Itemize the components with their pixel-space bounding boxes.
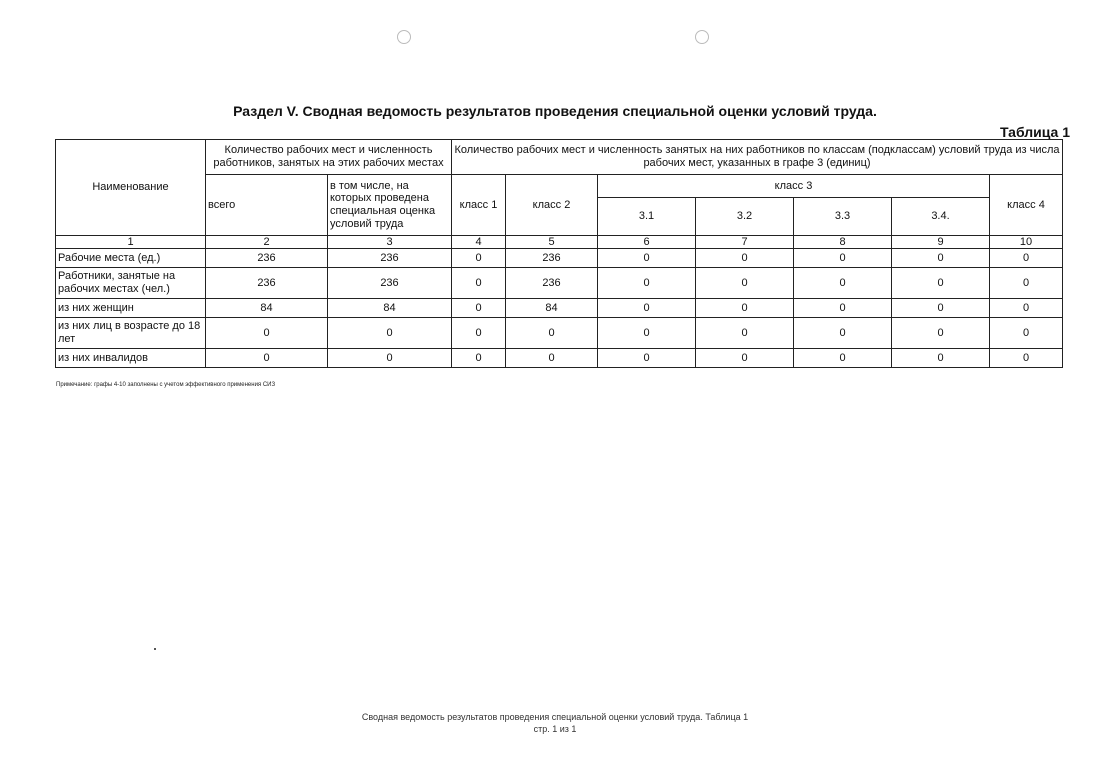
row-label: из них женщин — [56, 299, 206, 318]
table-note: Примечание: графы 4-10 заполнены с учетом эффективного применения СИЗ — [56, 382, 276, 388]
column-number: 1 — [56, 236, 206, 249]
header-sub-3-4: 3.4. — [892, 198, 990, 236]
table-cell: 0 — [598, 318, 696, 349]
table-cell: 236 — [206, 268, 328, 299]
table-cell: 84 — [328, 299, 452, 318]
table-cell: 0 — [990, 349, 1063, 368]
table-cell: 0 — [794, 349, 892, 368]
scan-speck — [154, 648, 156, 650]
table-cell: 236 — [328, 268, 452, 299]
header-class1: класс 1 — [452, 175, 506, 236]
table-cell: 0 — [892, 318, 990, 349]
header-sub-3-1: 3.1 — [598, 198, 696, 236]
table-cell: 236 — [506, 249, 598, 268]
header-assessed: в том числе, на которых проведена специальная оценка условий труда — [328, 175, 452, 236]
row-label: из них инвалидов — [56, 349, 206, 368]
footer-caption: Сводная ведомость результатов проведения специальной оценки условий труда. Таблица 1 — [361, 712, 749, 722]
document-title: Раздел V. Сводная ведомость результатов проведения специальной оценки условий труда. — [233, 103, 877, 119]
table-cell: 0 — [206, 349, 328, 368]
punch-hole-left — [397, 30, 411, 44]
table-row — [56, 249, 1063, 268]
column-number: 4 — [452, 236, 506, 249]
table-cell: 0 — [892, 299, 990, 318]
column-number: 8 — [794, 236, 892, 249]
table-cell: 0 — [794, 318, 892, 349]
table-cell: 0 — [696, 349, 794, 368]
table-cell: 236 — [206, 249, 328, 268]
header-class3: класс 3 — [598, 175, 990, 198]
header-name: Наименование — [56, 140, 206, 236]
table-cell: 0 — [328, 349, 452, 368]
table-cell: 0 — [892, 249, 990, 268]
table-cell: 0 — [598, 268, 696, 299]
table-cell: 84 — [206, 299, 328, 318]
table-cell: 0 — [990, 249, 1063, 268]
column-number: 5 — [506, 236, 598, 249]
row-label: из них лиц в возрасте до 18 лет — [56, 318, 206, 349]
table-number: Таблица 1 — [999, 124, 1070, 140]
punch-hole-right — [695, 30, 709, 44]
table-row — [56, 299, 1063, 318]
table-row — [56, 318, 1063, 349]
table-cell: 0 — [696, 268, 794, 299]
header-sub-3-2: 3.2 — [696, 198, 794, 236]
column-number: 2 — [206, 236, 328, 249]
table-row — [56, 268, 1063, 299]
table-cell: 0 — [892, 349, 990, 368]
table-cell: 84 — [506, 299, 598, 318]
header-workplaces-group: Количество рабочих мест и численность работников, занятых на этих рабочих местах — [206, 140, 452, 175]
table-cell: 0 — [452, 268, 506, 299]
table-cell: 0 — [696, 299, 794, 318]
table-cell: 0 — [696, 249, 794, 268]
table-cell: 0 — [598, 299, 696, 318]
table-cell: 0 — [452, 249, 506, 268]
table-cell: 236 — [506, 268, 598, 299]
row-label: Рабочие места (ед.) — [56, 249, 206, 268]
table-cell: 0 — [696, 318, 794, 349]
summary-table — [55, 139, 1063, 368]
column-number: 10 — [990, 236, 1063, 249]
header-class2: класс 2 — [506, 175, 598, 236]
column-number: 7 — [696, 236, 794, 249]
table-cell: 0 — [328, 318, 452, 349]
table-cell: 0 — [598, 249, 696, 268]
table-cell: 0 — [794, 249, 892, 268]
row-label: Работники, занятые на рабочих местах (чел.) — [56, 268, 206, 299]
header-class4: класс 4 — [990, 175, 1063, 236]
table-cell: 0 — [598, 349, 696, 368]
table-row — [56, 349, 1063, 368]
column-number: 6 — [598, 236, 696, 249]
column-number: 9 — [892, 236, 990, 249]
page-footer — [0, 711, 1100, 735]
table-cell: 0 — [990, 268, 1063, 299]
header-total: всего — [206, 175, 328, 236]
table-cell: 0 — [206, 318, 328, 349]
column-number: 3 — [328, 236, 452, 249]
header-classes-group: Количество рабочих мест и численность занятых на них работников по классам (подклассам) условий труда из числа рабочих мест, указанных в графе 3 (единиц) — [452, 140, 1063, 175]
table-cell: 0 — [990, 299, 1063, 318]
table-cell: 0 — [990, 318, 1063, 349]
table-cell: 0 — [794, 268, 892, 299]
header-sub-3-3: 3.3 — [794, 198, 892, 236]
table-cell: 0 — [452, 299, 506, 318]
table-cell: 0 — [452, 349, 506, 368]
table-cell: 0 — [506, 318, 598, 349]
column-number-row — [56, 236, 1063, 249]
page-counter: стр. 1 из 1 — [533, 724, 577, 734]
table-cell: 0 — [892, 268, 990, 299]
table-cell: 0 — [506, 349, 598, 368]
table-cell: 236 — [328, 249, 452, 268]
table-cell: 0 — [794, 299, 892, 318]
table-cell: 0 — [452, 318, 506, 349]
